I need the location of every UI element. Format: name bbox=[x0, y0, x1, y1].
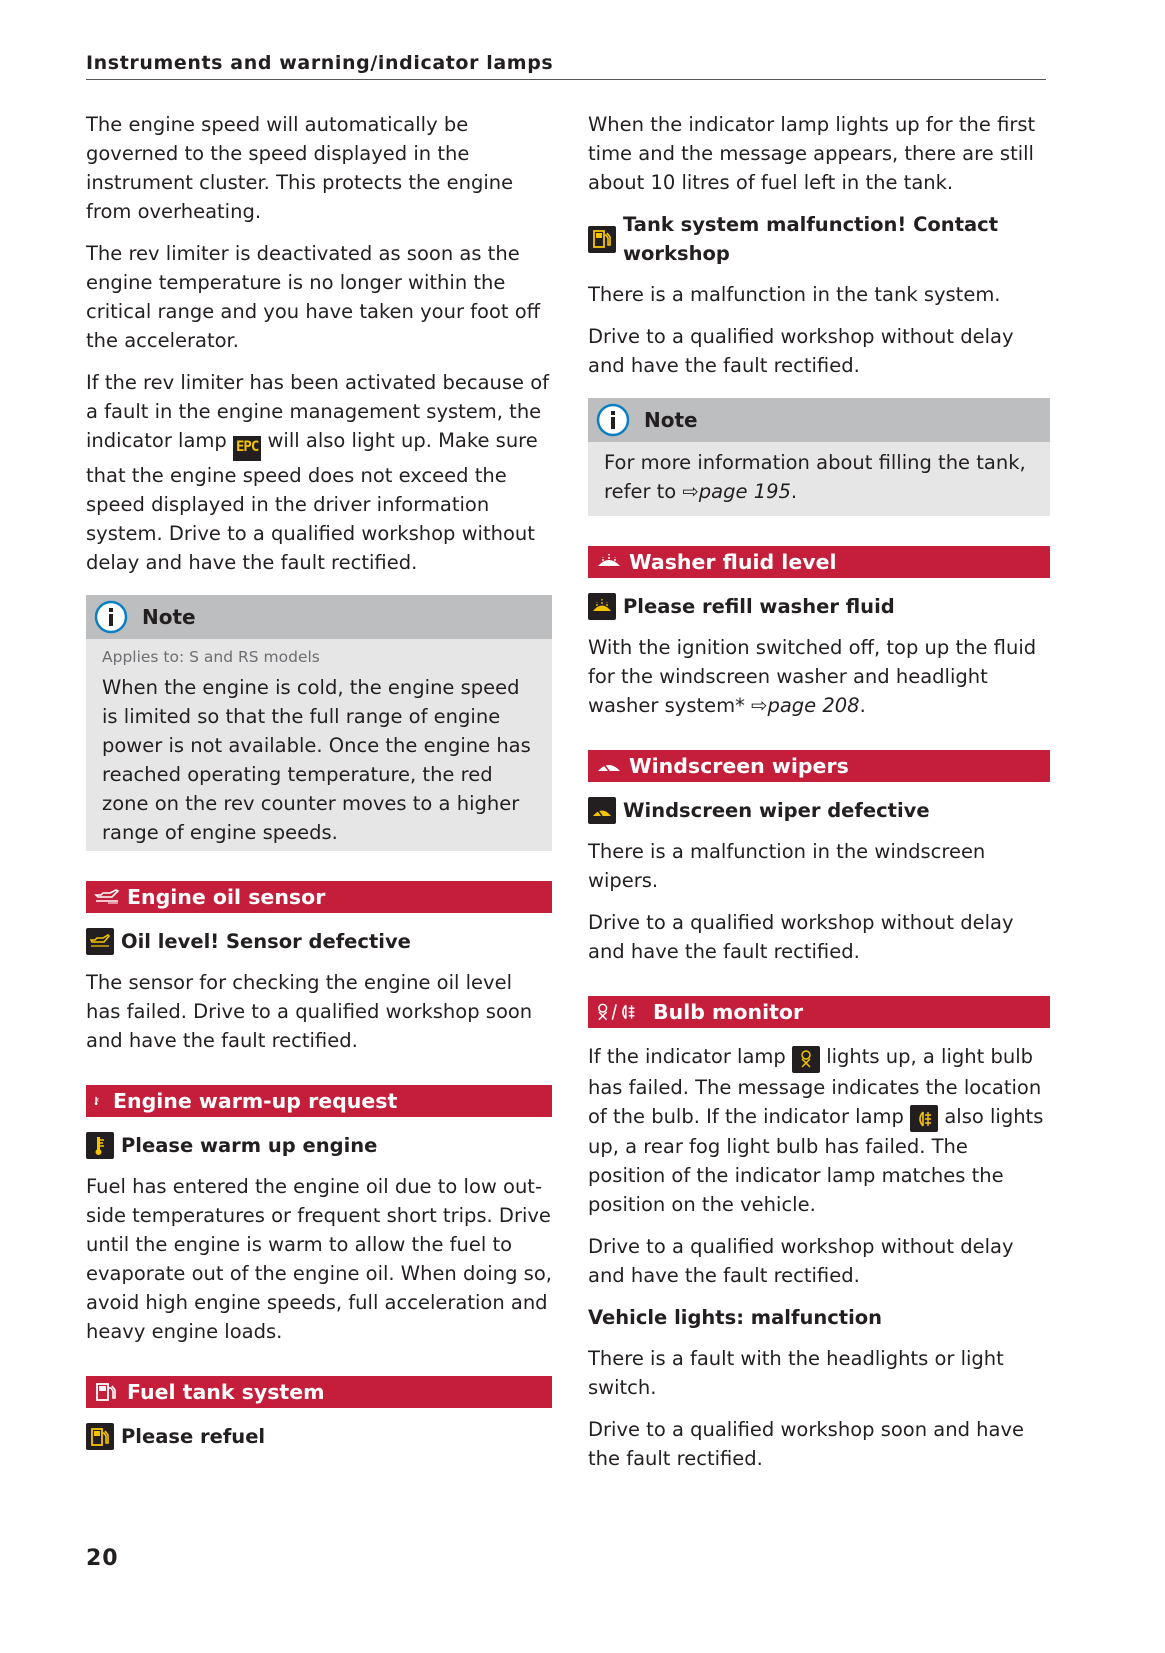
paragraph: There is a fault with the headlights or light switch. bbox=[588, 1347, 1004, 1399]
paragraph: With the ignition switched off, top up the fluid for the windscreen washer and headlight washer system* ⇨page 208. bbox=[588, 636, 1037, 717]
section-title: Bulb monitor bbox=[653, 1000, 804, 1024]
info-icon bbox=[94, 600, 128, 634]
thermometer-icon bbox=[94, 1091, 106, 1111]
paragraph: If the indicator lamp lights up, a light bulb has failed. The message indicates the location of the bulb. If the indicator lamp also lights up, a rear fog light bulb has failed. The position of the indicator lamp matches the position on the vehicle. bbox=[588, 1045, 1044, 1216]
paragraph: Drive to a qualified workshop without delay and have the fault rectified. bbox=[588, 325, 1014, 377]
oil-can-icon bbox=[94, 887, 120, 907]
note-applies: Applies to: S and RS models bbox=[102, 648, 320, 666]
rear-fog-lamp-icon bbox=[910, 1105, 938, 1132]
washer-lamp-icon bbox=[588, 593, 616, 620]
wiper-icon bbox=[596, 756, 622, 776]
bulb-lamp-icon bbox=[792, 1046, 820, 1073]
left-column bbox=[86, 110, 552, 1463]
paragraph: There is a malfunction in the windscreen wipers. bbox=[588, 840, 986, 892]
fuel-subhead: Please refuel bbox=[86, 1422, 552, 1451]
paragraph: The sensor for checking the engine oil level has failed. Drive to a qualified workshop soon and have the fault rectified. bbox=[86, 971, 533, 1052]
epc-lamp-icon: EPC bbox=[233, 436, 261, 461]
paragraph: Drive to a qualified workshop soon and have the fault rectified. bbox=[588, 1418, 1025, 1470]
paragraph: There is a malfunction in the tank system. bbox=[588, 283, 1001, 306]
warmup-subhead: Please warm up engine bbox=[86, 1131, 552, 1160]
section-windscreen-wipers bbox=[588, 750, 1050, 782]
section-title: Engine oil sensor bbox=[127, 885, 326, 909]
washer-subhead: Please refill washer fluid bbox=[588, 592, 1050, 621]
section-engine-oil-sensor bbox=[86, 881, 552, 913]
section-title: Washer fluid level bbox=[629, 550, 837, 574]
paragraph: Drive to a qualified workshop without delay and have the fault rectified. bbox=[588, 1235, 1014, 1287]
right-column bbox=[588, 110, 1050, 1486]
note-box bbox=[86, 595, 552, 851]
paragraph: The rev limiter is deactivated as soon as the engine temperature is no longer within the critical range and you have taken your foot off the accelerator. bbox=[86, 242, 541, 352]
oil-subhead: Oil level! Sensor defective bbox=[86, 927, 552, 956]
fuel-pump-icon bbox=[94, 1382, 120, 1402]
wiper-lamp-icon bbox=[588, 797, 616, 824]
info-icon bbox=[596, 403, 630, 437]
section-title: Windscreen wipers bbox=[629, 754, 849, 778]
thermometer-lamp-icon bbox=[86, 1132, 114, 1159]
oil-lamp-icon bbox=[86, 928, 114, 955]
wipers-subhead: Windscreen wiper defective bbox=[588, 796, 1050, 825]
paragraph: The engine speed will automatically be governed to the speed displayed in the instrument cluster. This protects the engine from overheating. bbox=[86, 113, 514, 223]
fuel-lamp-icon bbox=[588, 226, 616, 253]
bulb-monitor-icon bbox=[596, 1002, 646, 1022]
note-title: Note bbox=[142, 604, 196, 629]
note-header bbox=[588, 398, 1050, 442]
page-title: Instruments and warning/indicator lamps bbox=[86, 52, 554, 74]
tank-subhead: Tank system malfunction! Contact workshop bbox=[588, 210, 1050, 268]
washer-fluid-icon bbox=[596, 552, 622, 572]
note-box: Note For more information about filling the tank, refer to ⇨page 195. bbox=[588, 398, 1050, 516]
section-fuel-tank-system bbox=[86, 1376, 552, 1408]
note-title: Note bbox=[644, 407, 698, 432]
section-title: Fuel tank system bbox=[127, 1380, 325, 1404]
arrow-icon: ⇨ bbox=[682, 480, 699, 503]
paragraph: If the rev limiter has been activated because of a fault in the engine management system, the indicator lamp EPC will also light up. Make sure that the engine speed does not exceed the speed displayed in the driver information system. Drive to a qualified workshop without delay and have the fault rectified. bbox=[86, 371, 550, 574]
note-header bbox=[86, 595, 552, 639]
section-engine-warm-up bbox=[86, 1085, 552, 1117]
note-text: When the engine is cold, the engine speed is limited so that the full range of engine power is not available. Once the engine has reached operating temperature, the red zone on the rev counter moves to a higher range of engine speeds. bbox=[102, 676, 531, 844]
paragraph: Drive to a qualified workshop without delay and have the fault rectified. bbox=[588, 911, 1014, 963]
page-header bbox=[86, 52, 1046, 80]
page-reference[interactable]: page 208 bbox=[767, 694, 860, 717]
section-title: Engine warm-up request bbox=[113, 1089, 398, 1113]
section-bulb-monitor bbox=[588, 996, 1050, 1028]
paragraph: Fuel has entered the engine oil due to low outside temperatures or frequent short trips. Drive until the engine is warm to allow the fuel to evaporate out of the engine oil. When doing so, avoid high engine speeds, full acceleration and heavy engine loads. bbox=[86, 1175, 552, 1343]
section-washer-fluid-level bbox=[588, 546, 1050, 578]
paragraph: When the indicator lamp lights up for the first time and the message appears, there are still about 10 litres of fuel left in the tank. bbox=[588, 113, 1036, 194]
vehicle-lights-subhead: Vehicle lights: malfunction bbox=[588, 1306, 883, 1329]
arrow-icon: ⇨ bbox=[751, 694, 768, 717]
page-reference[interactable]: page 195 bbox=[698, 480, 791, 503]
fuel-lamp-icon bbox=[86, 1423, 114, 1450]
page-number: 20 bbox=[86, 1546, 119, 1571]
